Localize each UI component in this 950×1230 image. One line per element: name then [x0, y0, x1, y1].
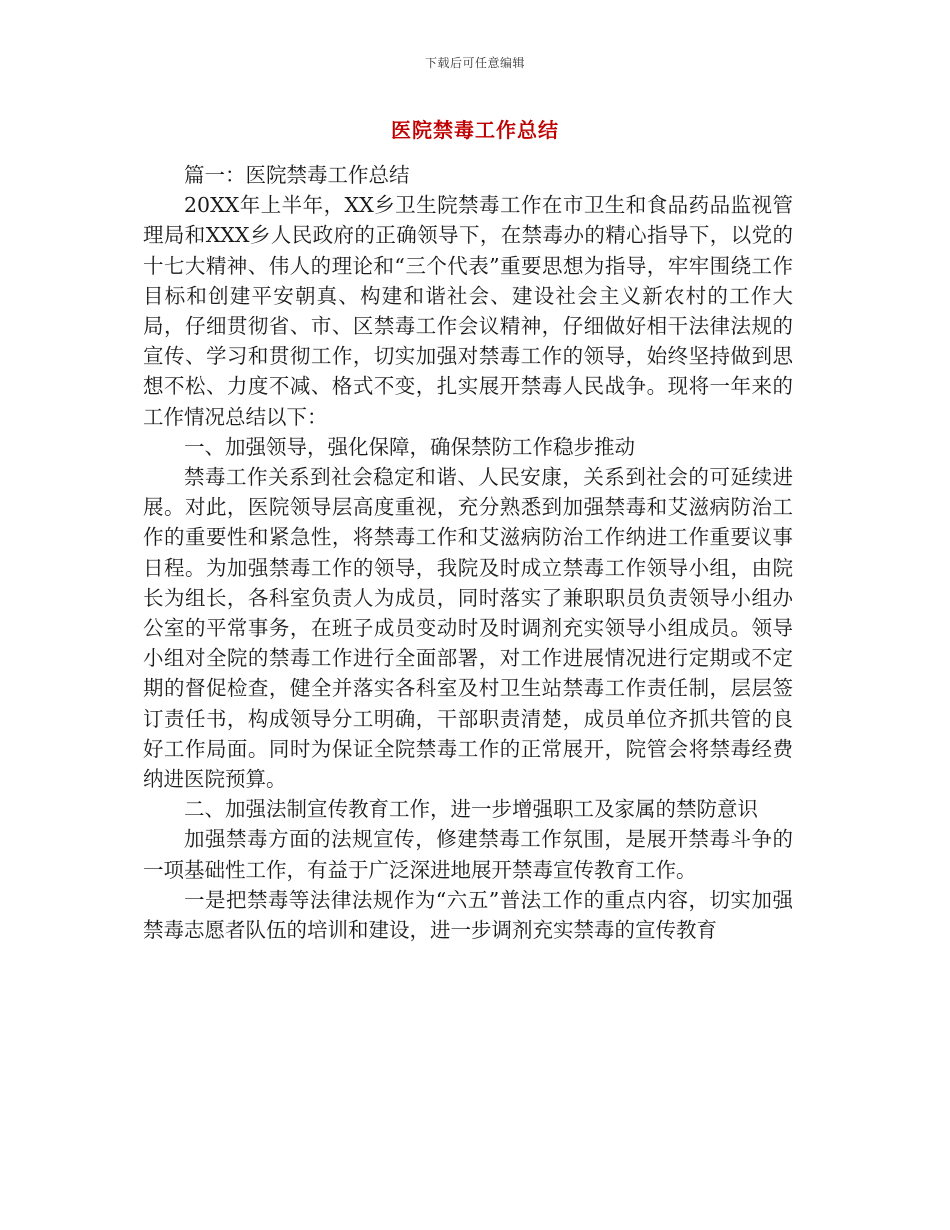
paragraph-section-2b: 一是把禁毒等法律法规作为“六五”普法工作的重点内容，切实加强禁毒志愿者队伍的培训和建设，进一步调剂充实禁毒的宣传教育: [143, 887, 793, 943]
header-note: 下载后可任意编辑: [424, 56, 525, 70]
section-heading-2: 二、加强法制宣传教育工作，进一步增强职工及家属的禁防意识: [184, 797, 758, 822]
paragraph-section-1: 禁毒工作关系到社会稳定和谐、人民安康，关系到社会的可延续进展。对此，医院领导层高度重视，充分熟悉到加强禁毒和艾滋病防治工作的重要性和紧急性，将禁毒工作和艾滋病防治工作纳进工作重要议事日程。为加强禁毒工作的领导，我院及时成立禁毒工作领导小组，由院长为组长，各科室负责人为成员，同时落实了兼职职员负责领导小组办公室的平常事务，在班子成员变动时及时调剂充实领导小组成员。领导小组对全院的禁毒工作进行全面部署，对工作进展情况进行定期或不定期的督促检查，健全并落实各科室及村卫生站禁毒工作责任制，层层签订责任书，构成领导分工明确，干部职责清楚，成员单位齐抓共管的良好工作局面。同时为保证全院禁毒工作的正常展开，院管会将禁毒经费纳进医院预算。: [143, 465, 793, 792]
paragraph-section-2a: 加强禁毒方面的法规宣传，修建禁毒工作氛围，是展开禁毒斗争的一项基础性工作，有益于广泛深进地展开禁毒宣传教育工作。: [143, 827, 793, 882]
paragraph-subtitle: 篇一：医院禁毒工作总结: [184, 163, 410, 187]
document-body: [143, 160, 793, 945]
paragraph-intro: 20XX年上半年，XX乡卫生院禁毒工作在市卫生和食品药品监视管理局和XXX乡人民政府的正确领导下，在禁毒办的精心指导下，以党的十七大精神、伟人的理论和“三个代表”重要思想为指导，牢牢围绕工作目标和创建平安朝真、构建和谐社会、建设社会主义新农村的工作大局，仔细贯彻省、市、区禁毒工作会议精神，仔细做好相干法律法规的宣传、学习和贯彻工作，切实加强对禁毒工作的领导，始终坚持做到思想不松、力度不减、格式不变，扎实展开禁毒人民战争。现将一年来的工作情况总结以下：: [143, 193, 793, 429]
document-title: 医院禁毒工作总结: [391, 118, 559, 142]
section-heading-1: 一、加强领导，强化保障，确保禁防工作稳步推动: [184, 434, 635, 459]
